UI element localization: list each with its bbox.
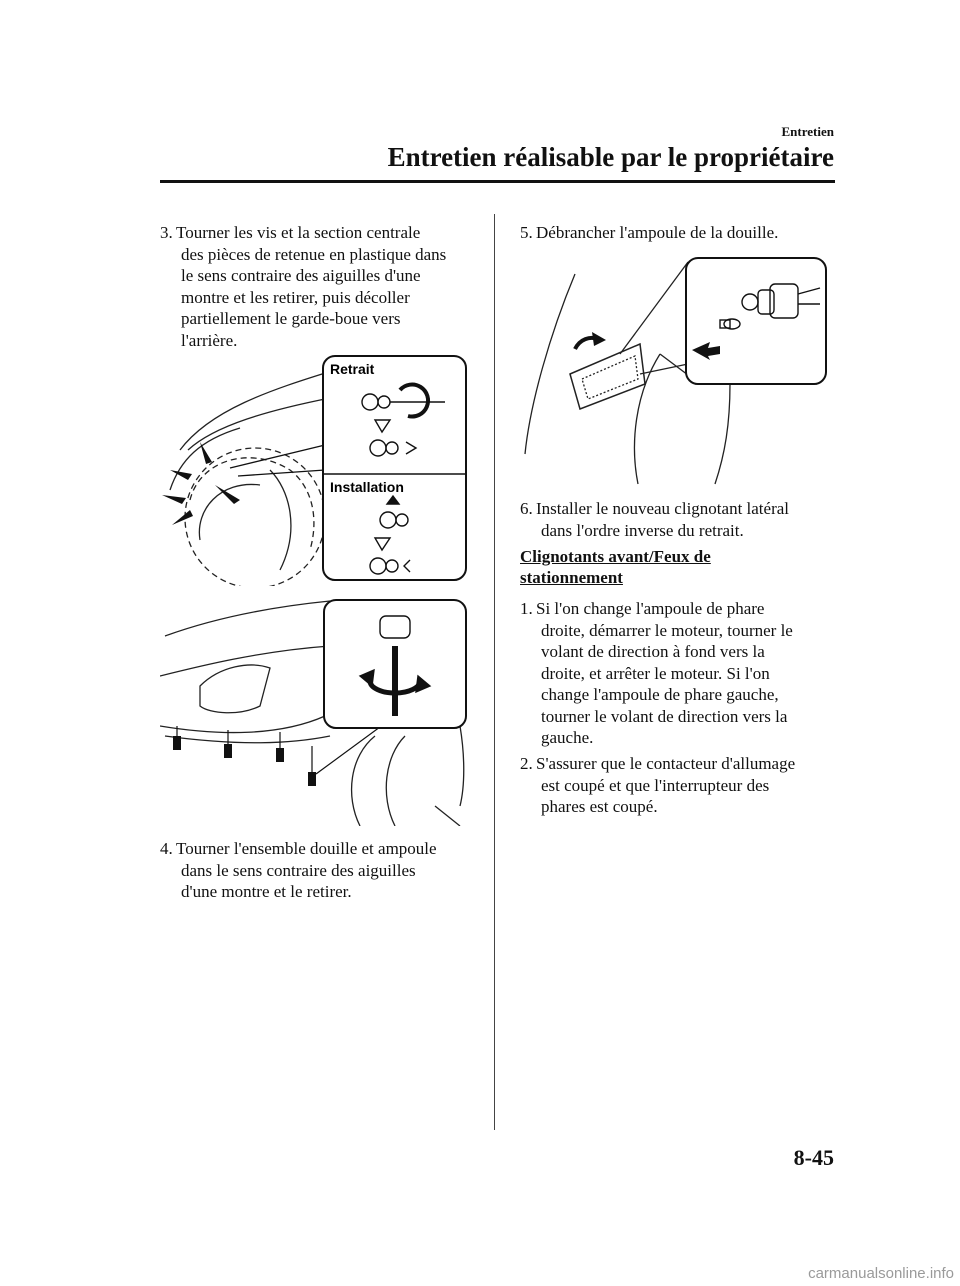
watermark: carmanualsonline.info [808, 1265, 954, 1282]
step-5 [520, 222, 840, 244]
bumper-outline [165, 601, 330, 636]
step-6 [520, 498, 840, 541]
step-number: 6. [520, 499, 533, 518]
step-text: Tourner les vis et la section centrale des pièces de retenue en plastique dans le sens contraire des aiguilles d'une montre et les retirer, puis décoller partiellement le garde-boue vers l'arrière. [176, 223, 447, 350]
fender-outline [525, 274, 575, 454]
step-text: Tourner l'ensemble douille et ampoule dans le sens contraire des aiguilles d'une montre et le retirer. [176, 839, 437, 901]
step-number: 2. [520, 754, 533, 773]
step-number: 3. [160, 223, 173, 242]
step-text: S'assurer que le contacteur d'allumage est coupé et que l'interrupteur des phares est coupé. [536, 754, 796, 816]
detail-callout-box [323, 356, 466, 580]
step-text: Si l'on change l'ampoule de phare droite, démarrer le moteur, tourner le volant de direction à fond vers la droite, et arrêter le moteur. Si l'on change l'ampoule de phare gauche, tourner le volant de direction vers la gauche. [536, 599, 793, 747]
step-2 [520, 753, 840, 818]
step-text: Installer le nouveau clignotant latéral dans l'ordre inverse du retrait. [536, 499, 790, 540]
step-4 [160, 838, 480, 903]
removal-label: Retrait [330, 361, 375, 377]
step-number: 1. [520, 599, 533, 618]
step-text: Débrancher l'ampoule de la douille. [536, 223, 779, 242]
step-3 [160, 222, 480, 351]
title-rule [160, 180, 835, 183]
step-1 [520, 598, 840, 749]
step-number: 4. [160, 839, 173, 858]
side-marker-figure [520, 254, 832, 488]
fender-clip-figure [160, 350, 472, 586]
step-number: 5. [520, 223, 533, 242]
detail-callout-box [686, 258, 826, 384]
subheading: Clignotants avant/Feux de stationnement [520, 547, 711, 587]
section-label: Entretien [781, 124, 834, 139]
bumper-screw-figure [160, 596, 472, 826]
page-number: 8-45 [793, 1145, 834, 1170]
column-divider [494, 214, 495, 1130]
installation-label: Installation [330, 479, 404, 495]
arrow-pointer [200, 442, 212, 464]
page-title: Entretien réalisable par le propriétaire [387, 142, 834, 172]
screw-icons [173, 736, 316, 786]
